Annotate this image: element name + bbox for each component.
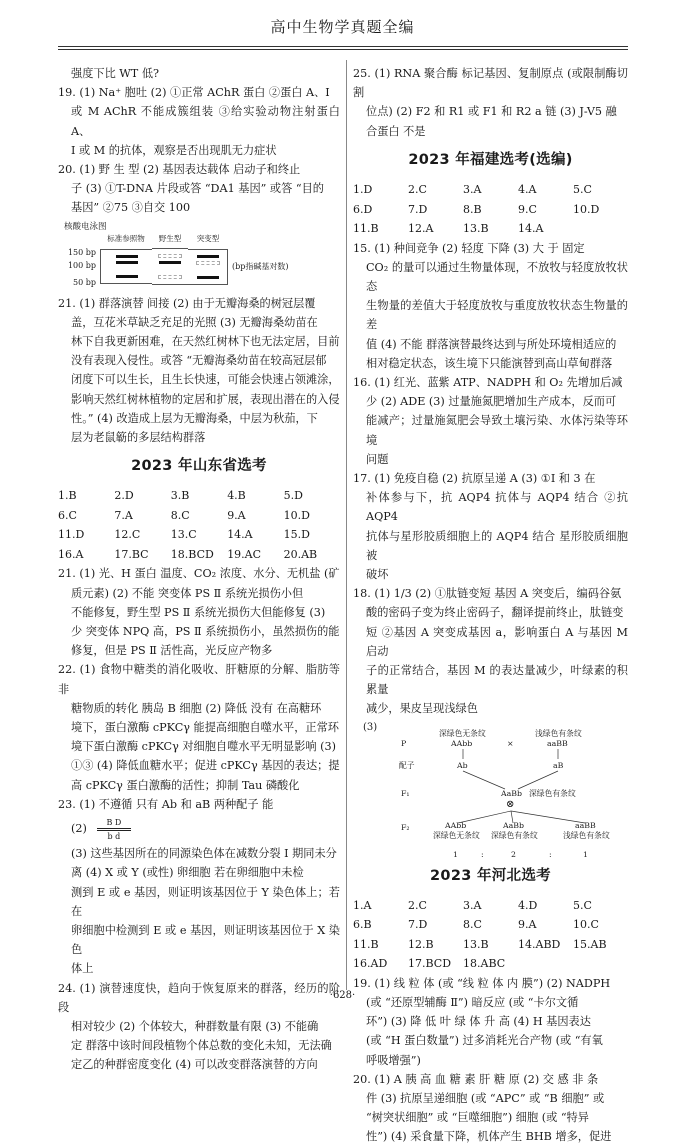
cross-f1-phenotype: 深绿色有条纹	[529, 788, 576, 798]
choice-answer: 11.B	[353, 937, 379, 951]
choice-answer: 5.C	[573, 183, 592, 197]
gel-band	[116, 275, 138, 278]
answer-19: 19. (1) Na⁺ 胞吐 (2) ①正常 AChR 蛋白 ②蛋白 A、I 或 M AChR 不能成簇组装 ③给实验动物注射蛋白 A、 I 或 M 的抗体，观察是否出现肌无力症状	[58, 86, 340, 157]
choice-answer: 2.C	[408, 183, 427, 197]
choice-answer: 2.D	[114, 489, 134, 503]
section-title-hebei: 2023 年河北选考	[430, 867, 551, 884]
gel-band-empty	[158, 275, 182, 279]
choice-answer: 4.D	[518, 898, 538, 912]
choice-answer: 7.D	[408, 202, 428, 216]
choice-answer: 11.B	[353, 222, 379, 236]
choice-answer: 1.D	[353, 183, 373, 197]
choice-answer: 15.D	[283, 528, 310, 542]
cross-p2-phenotype: 浅绿色有条纹	[535, 728, 582, 738]
gel-lane-label: 野生型	[158, 233, 182, 243]
choice-answer: 13.B	[463, 937, 489, 951]
choice-answer: 5.C	[573, 898, 592, 912]
shandong-choice-answers	[58, 486, 340, 564]
gel-band	[159, 261, 181, 264]
electrophoresis-figure	[64, 222, 340, 288]
choice-answer: 13.B	[463, 222, 489, 236]
cross-f2-label: F₂	[401, 822, 410, 832]
chromosome-diagram: (2) B D b d	[58, 814, 340, 844]
choice-answer: 7.D	[408, 918, 428, 932]
cross-p-label: P	[401, 738, 407, 748]
choice-answer: 7.A	[114, 508, 133, 522]
choice-answer: 8.B	[463, 202, 482, 216]
answer-fj-17: 17. (1) 免疫自稳 (2) 抗原呈递 A (3) ①Ⅰ 和 3 在 补体参与下，抗 AQP4 抗体与 AQP4 结合 ②抗 AQP4 抗体与星形胶质细胞上的 AQP4 结合 星形胶质细胞被 破坏	[353, 471, 628, 581]
cross-p2-genotype: aaBB	[547, 738, 568, 748]
gel-lane-wildtype	[152, 248, 188, 285]
cross-gamete-label: 配子	[399, 760, 415, 770]
gel-marker-150: 150 bp	[67, 247, 96, 257]
gel-band	[197, 276, 219, 279]
cross-f2-genotype: AaBb	[503, 820, 524, 830]
section-title-shandong: 2023 年山东省选考	[131, 458, 267, 475]
choice-answer: 10.C	[573, 918, 599, 932]
header-rule-thin	[58, 49, 628, 50]
cross-gamete-2: aB	[553, 760, 564, 770]
choice-answer: 9.A	[227, 508, 246, 522]
page-header: 高中生物学真题全编	[270, 18, 415, 36]
choice-answer: 6.D	[353, 202, 373, 216]
cross-selfing-icon: ⊗	[506, 798, 515, 810]
cross-p1-phenotype: 深绿色无条纹	[439, 728, 486, 738]
choice-answer: 6.C	[58, 508, 77, 522]
choice-answer: 3.A	[463, 898, 482, 912]
choice-answer: 10.D	[573, 202, 600, 216]
gel-lane-mutant	[188, 249, 228, 285]
gel-band-empty	[196, 261, 220, 265]
choice-answer: 11.D	[58, 528, 85, 542]
gel-note: (bp指碱基对数)	[232, 262, 289, 272]
choice-answer: 18.ABC	[463, 957, 506, 971]
cross-f1-label: F₁	[401, 788, 410, 798]
choice-answer: 9.C	[518, 202, 537, 216]
answer-sd-24: 24. (1) 演替速度快，趋向于恢复原来的群落，经历的阶段 相对较少 (2) 个体较大，种群数量有限 (3) 不能确 定 群落中该时间段植物个体总数的变化未知，无法确 定乙的种群密度变化 (4) 可以改变群落演替的方向	[58, 981, 340, 1072]
hebei-choice-answers	[353, 896, 628, 974]
gel-band	[197, 255, 219, 258]
answer-21: 21. (1) 群落演替 间接 (2) 由于无瓣海桑的树冠层覆 盖，互花米草缺乏充足的光照 (3) 无瓣海桑幼苗在 林下自我更新困难，在天然红树林下也无法定居，目前 没有表现入侵性。或答 “无瓣海桑幼苗在较高冠层郁 闭度下可以生长，且生长快速，可能会快速占领滩涂， 影响天然红树林植物的定居和扩展，表现出潜在的入侵 性。” (4) 改造成上层为无瓣海桑，中层为秋茄，下 层为老鼠簕的多层结构群落	[58, 296, 340, 445]
choice-answer: 1.B	[58, 489, 77, 503]
choice-answer: 8.C	[463, 918, 482, 932]
choice-answer: 1.A	[353, 898, 372, 912]
choice-answer: 19.AC	[227, 547, 262, 561]
choice-answer: 12.C	[114, 528, 141, 542]
choice-answer: 14.A	[518, 222, 544, 236]
column-divider	[346, 60, 347, 990]
choice-answer: 17.BCD	[408, 957, 452, 971]
gel-band	[116, 261, 138, 264]
gel-title: 核酸电泳图	[64, 221, 107, 232]
choice-answer: 12.B	[408, 937, 434, 951]
cross-f2-genotype: aaBB	[575, 820, 596, 830]
answer-fj-16: 16. (1) 红光、蓝紫 ATP、NADPH 和 O₂ 先增加后减 少 (2) ADE (3) 过量施氮肥增加生产成本，反而可 能减产；过量施氮肥会导致土壤污染、水体污染等环境 问题	[353, 375, 628, 466]
choice-answer: 3.A	[463, 183, 482, 197]
choice-answer: 18.BCD	[170, 547, 214, 561]
answer-sd-25: 25. (1) RNA 聚合酶 标记基因、复制原点 (或限制酶切割 位点) (2) F2 和 R1 或 F1 和 R2 a 链 (3) J-V5 融 合蛋白 不是	[353, 67, 628, 138]
gel-band-empty	[158, 254, 182, 258]
choice-answer: 17.BC	[114, 547, 149, 561]
choice-answer: 20.AB	[283, 547, 318, 561]
section-title-fujian: 2023 年福建选考(选编)	[408, 151, 573, 168]
cross-f2-phenotype: 深绿色有条纹	[491, 830, 538, 840]
cross-gamete-1: Ab	[457, 760, 468, 770]
answer-hb-20: 20. (1) A 胰 高 血 糖 素 肝 糖 原 (2) 交 感 非 条 件 (3) 抗原呈递细胞 (或 “APC” 或 “B 细胞” 或 “树突状细胞” 或 “巨噬细胞”) 细胞 (或 “特异 性”) (4) 采食量下降，机体产生 BHB 增多，促进	[353, 1072, 612, 1144]
choice-answer: 13.C	[170, 528, 197, 542]
choice-answer: 4.A	[518, 183, 537, 197]
gel-marker-100: 100 bp	[67, 260, 96, 270]
right-column	[353, 64, 628, 1147]
choice-answer: 8.C	[170, 508, 190, 522]
choice-answer: 14.A	[227, 528, 253, 542]
choice-answer	[573, 219, 628, 239]
gel-lane-label: 标准参照物	[107, 233, 145, 243]
choice-answer: 16.A	[58, 547, 84, 561]
choice-answer: 14.ABD	[518, 937, 561, 951]
q18-tail: 强度下比 WT 低?	[71, 67, 160, 80]
chromosome-bottom-alleles: b d	[107, 831, 121, 841]
cross-f2-phenotype: 浅绿色有条纹	[563, 830, 610, 840]
choice-answer: 15.AB	[573, 937, 607, 951]
fujian-choice-answers	[353, 180, 628, 239]
answer-20: 20. (1) 野 生 型 (2) 基因表达载体 启动子和终止 子 (3) ①T-DNA 片段或答 “DA1 基因” 或答 “目的 基因” ②75 ③自交 100	[58, 163, 324, 215]
gel-band	[116, 255, 138, 258]
choice-answer: 12.A	[408, 222, 434, 236]
cross-p1-genotype: AAbb	[451, 738, 473, 748]
answer-fj-15: 15. (1) 种间竞争 (2) 轻度 下降 (3) 大 于 固定 CO₂ 的量可以通过生物量体现，不放牧与轻度放牧状态 生物量的差值大于轻度放牧与重度放牧状态生物量的差 值 (4) 不能 群落演替最终达到与所处环境相适应的 相对稳定状态，该生境下只能演替到高山草甸群落	[353, 241, 628, 370]
cross-f2-genotype: AAbb	[445, 820, 467, 830]
gel-lane-reference	[100, 249, 152, 284]
header-rule	[58, 46, 628, 47]
choice-answer: 4.B	[227, 489, 246, 503]
answer-sd-21: 21. (1) 光、H 蛋白 温度、CO₂ 浓度、水分、无机盐 (矿 质元素) (2) 不能 突变体 PS Ⅱ 系统光损伤小但 不能修复，野生型 PS Ⅱ 系统光损伤大但能修复 (3) 少 突变体 NPQ 高，PS Ⅱ 系统损伤小，虽然损伤的能 修复，但是 PS Ⅱ 活性高，光反应产物多	[58, 567, 340, 658]
cross-label: (3)	[363, 721, 378, 733]
choice-answer: 6.B	[353, 918, 372, 932]
choice-answer: 10.D	[283, 508, 310, 522]
left-column	[58, 64, 340, 1075]
cross-times: ×	[507, 738, 514, 748]
answer-sd-22: 22. (1) 食物中糖类的消化吸收、肝糖原的分解、脂肪等非 糖物质的转化 胰岛 B 细胞 (2) 降低 没有 在高糖环 境下，蛋白激酶 cPKCγ 能提高细胞自噬水平，正常环 境下蛋白激酶 cPKCγ 对细胞自噬水平无明显影响 (3) ①③ (4) 降低血糖水平；促进 cPKCγ 基因的表达；提 高 cPKCγ 蛋白激酶的活性；抑制 Tau 磷酸化	[58, 663, 340, 792]
choice-answer: 3.B	[170, 489, 190, 503]
answer-sd-23: 23. (1) 不遵循 只有 Ab 和 aB 两种配子 能 (2) B D b d (3) 这些基因所在的同源染色体在减数分裂 Ⅰ 期同未分 离 (4) X 或 Y (或性) 卵细胞 若在卵细胞中未检 测到 E 或 e 基因，则证明该基因位于 Y 染色体上；若在 卵细胞中检测到 E 或 e 基因，则证明该基因位于 X 染色 体上	[58, 797, 340, 976]
choice-answer: 2.C	[408, 898, 427, 912]
gel-marker-50: 50 bp	[73, 277, 96, 287]
gel-lane-label: 突变型	[196, 233, 220, 243]
cross-f2-phenotype: 深绿色无条纹	[433, 830, 480, 840]
chromosome-top-alleles: B D	[106, 817, 122, 827]
genetic-cross-diagram	[353, 723, 628, 841]
cross-ratio: 1 : 2 : 1	[453, 849, 588, 859]
choice-answer: 9.A	[518, 918, 537, 932]
answer-fj-18: 18. (1) 1/3 (2) ①肽链变短 基因 A 突变后，编码谷氨 酸的密码子变为终止密码子，翻译提前终止，肽链变 短 ②基因 A 突变成基因 a，影响蛋白 A 与基因 M 启动 子的正常结合，基因 M 的表达量减少，叶绿素的积累量 减少，果皮呈现浅绿色	[353, 587, 628, 716]
answer-hb-19: 19. (1) 线 粒 体 (或 “线 粒 体 内 膜”) (2) NADPH (或 “还原型辅酶 Ⅱ”) 暗反应 (或 “卡尔文循 环”) (3) 降 低 叶 绿 体 升 高 (4) H 基因表达 (或 “H 蛋白数量”) 过多消耗光合产物 (或 “有氧 呼吸增强”)	[353, 976, 611, 1067]
page-number: ·628·	[329, 990, 356, 1001]
choice-answer: 5.D	[283, 489, 303, 503]
cross-f1-genotype: AaBb	[501, 788, 522, 798]
choice-answer: 16.AD	[353, 957, 388, 971]
